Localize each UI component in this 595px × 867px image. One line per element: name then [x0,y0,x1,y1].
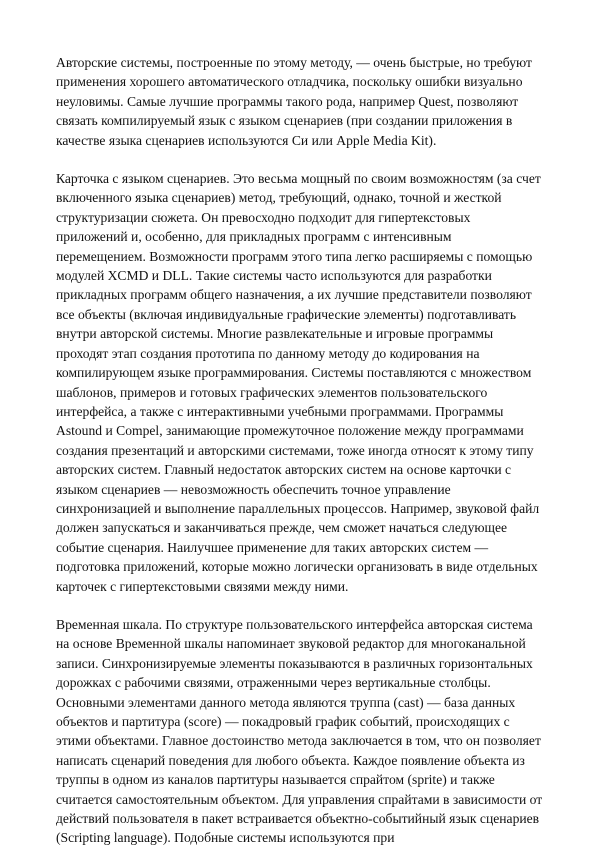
document-page [56,53,544,867]
paragraph-authoring-systems-method: Авторские системы, построенные по этому методу, — очень быстрые, но требуют применения хорошего автоматического отладчика, поскольку ошибки визуально неуловимы. Самые лучшие программы такого рода, например Quest, позволяют связать компилируемый язык с языком сценариев (при создании приложения в качестве языка сценариев используются Си или Apple Media Kit). [56,55,532,148]
paragraph-timeline: Временная шкала. По структуре пользовательского интерфейса авторская система на основе Временной шкалы напоминает звуковой редактор для многоканальной записи. Синхронизируемые элементы показываются в различных горизонтальных дорожках с рабочими связями, отраженными через вертикальные столбцы. Основными элементами данного метода являются труппа (cast) — база данных объектов и партитура (score) — покадровый график событий, происходящих с этими объектами. Главное достоинство метода заключается в том, что он позволяет написать сценарий поведения для любого объекта. Каждое появление объекта из труппы в одном из каналов партитуры называется спрайтом (sprite) и также считается самостоятельным объектом. Для управления спрайтами в зависимости от действий пользователя в пакет встраивается объектно-событийный язык сценариев (Scripting language). Подобные системы используются при [56,616,543,846]
paragraph-card-with-scripting-language: Карточка с языком сценариев. Это весьма мощный по своим возможностям (за счет включенного языка сценариев) метод, требующий, однако, точной и жесткой структуризации сюжета. Он превосходно подходит для гипертекстовых приложений и, особенно, для прикладных программ с интенсивным перемещением. Возможности программ этого типа легко расширяемы с помощью модулей XCMD и DLL. Такие системы часто используются для разработки прикладных программ общего назначения, а их лучшие представители позволяют все объекты (включая индивидуальные графические элементы) подготавливать внутри авторской системы. Многие развлекательные и игровые программы проходят этап создания прототипа по данному методу до кодирования на компилирующем языке программирования. Системы поставляются с множеством шаблонов, примеров и готовых графических элементов пользовательского интерфейса, а также с интерактивными учебными программами. Программы Astound и Compel, занимающие промежуточное положение между программами создания презентаций и авторскими системами, тоже иногда относят к этому типу авторских систем. Главный недостаток авторских систем на основе карточки с языком сценариев — невозможность обеспечить точное управление синхронизацией и выполнение параллельных процессов. Например, звуковой файл должен запускаться и заканчиваться прежде, чем сможет начаться следующее событие сценария. Наилучшее применение для таких авторских систем — подготовка приложений, которые можно логически организовать в виде отдельных карточек с гипертекстовыми связями между ними. [56,171,541,594]
